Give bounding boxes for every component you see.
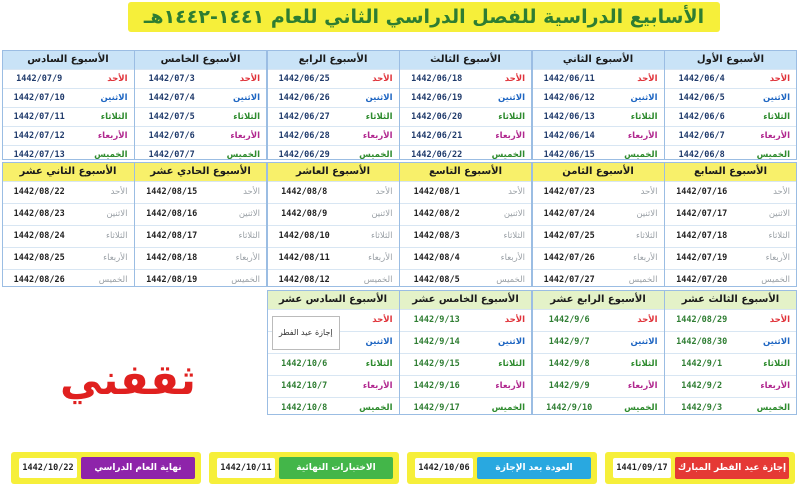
- date-value: 1442/9/7: [548, 337, 590, 347]
- date-value: 1442/06/5: [678, 93, 725, 103]
- day-row: [400, 225, 531, 247]
- date-value: 1442/06/6: [678, 112, 725, 122]
- day-label: الأربعاء: [103, 253, 128, 263]
- date-value: 1442/08/4: [413, 253, 460, 263]
- day-row: [400, 269, 531, 291]
- day-row: [3, 181, 134, 203]
- week-title: الأسبوع التاسع: [400, 163, 531, 181]
- event-date: 1442/10/11: [217, 458, 275, 478]
- day-row: [268, 353, 399, 375]
- date-value: 1442/08/9: [281, 209, 328, 219]
- date-value: 1442/06/7: [678, 131, 725, 141]
- week-title: الأسبوع السابع: [665, 163, 796, 181]
- day-row: [533, 331, 664, 353]
- day-label: الأحد: [372, 315, 393, 325]
- day-row: [533, 69, 664, 88]
- day-row: [135, 88, 266, 107]
- week-title: الأسبوع الرابع: [268, 51, 399, 69]
- day-label: الأربعاء: [362, 381, 393, 391]
- date-value: 1442/06/11: [543, 74, 595, 84]
- day-row: [268, 203, 399, 225]
- day-label: الأحد: [769, 74, 790, 84]
- day-row: [533, 181, 664, 203]
- week-title: الأسبوع الثاني عشر: [3, 163, 134, 181]
- day-label: الاثنين: [503, 209, 525, 219]
- date-value: 1442/07/20: [676, 275, 728, 285]
- date-value: 1442/08/12: [278, 275, 330, 285]
- week-card: [134, 162, 267, 287]
- footer-event-card: [407, 452, 597, 484]
- date-value: 1442/06/27: [278, 112, 330, 122]
- day-label: الأربعاء: [760, 381, 790, 391]
- date-value: 1442/07/10: [13, 93, 65, 103]
- date-value: 1442/07/17: [676, 209, 728, 219]
- day-label: الاثنين: [636, 209, 658, 219]
- date-value: 1442/06/14: [543, 131, 595, 141]
- day-row: [665, 225, 796, 247]
- day-label: الثلاثاء: [105, 231, 128, 241]
- day-label: الأربعاء: [495, 381, 525, 391]
- footer-event-card: [11, 452, 201, 484]
- day-row: [533, 309, 664, 331]
- date-value: 1442/07/11: [13, 112, 65, 122]
- day-row: [400, 181, 531, 203]
- event-date: 1442/10/06: [415, 458, 473, 478]
- day-row: [665, 309, 796, 331]
- week-title: الأسبوع الثالث عشر: [665, 291, 796, 309]
- day-row: [400, 331, 531, 353]
- day-row: [268, 126, 399, 145]
- day-row: [135, 181, 266, 203]
- day-label: الاثنين: [630, 93, 658, 103]
- day-row: [665, 69, 796, 88]
- day-row: [268, 397, 399, 419]
- day-label: الاثنين: [762, 337, 790, 347]
- day-row: [400, 126, 531, 145]
- week-title: الأسبوع الأول: [665, 51, 796, 69]
- week-card: [2, 162, 135, 287]
- day-label: الاثنين: [630, 337, 658, 347]
- day-label: الثلاثاء: [498, 112, 525, 122]
- week-title: الأسبوع الثامن: [533, 163, 664, 181]
- date-value: 1442/08/25: [13, 253, 65, 263]
- week-title: الأسبوع السادس عشر: [268, 291, 399, 309]
- day-row: [665, 247, 796, 269]
- day-row: [400, 397, 531, 419]
- day-label: الأحد: [504, 74, 525, 84]
- date-value: 1442/07/6: [148, 131, 195, 141]
- date-value: 1442/08/24: [13, 231, 65, 241]
- date-value: 1442/07/16: [676, 187, 728, 197]
- week-card: [664, 50, 797, 160]
- date-value: 1442/07/19: [676, 253, 728, 263]
- date-value: 1442/9/14: [413, 337, 460, 347]
- day-label: الأحد: [504, 315, 525, 325]
- day-row: [135, 69, 266, 88]
- day-label: الثلاثاء: [238, 231, 260, 241]
- date-value: 1442/06/18: [411, 74, 463, 84]
- date-value: 1442/08/29: [676, 315, 728, 325]
- day-row: [3, 126, 134, 145]
- day-row: [400, 247, 531, 269]
- day-row: [3, 247, 134, 269]
- date-value: 1442/06/25: [278, 74, 330, 84]
- day-row: [400, 375, 531, 397]
- day-row: [400, 69, 531, 88]
- day-label: الأربعاء: [368, 253, 393, 263]
- day-row: [135, 269, 266, 291]
- date-value: 1442/9/15: [413, 359, 460, 369]
- date-value: 1442/06/19: [411, 93, 463, 103]
- day-row: [3, 69, 134, 88]
- day-label: الاثنين: [106, 209, 128, 219]
- event-label: الاختبارات النهائية: [279, 457, 393, 479]
- day-row: [665, 88, 796, 107]
- day-row: [533, 353, 664, 375]
- week-card: [2, 50, 135, 160]
- day-label: الخميس: [756, 403, 790, 413]
- day-label: الأحد: [769, 315, 790, 325]
- day-row: [533, 107, 664, 126]
- date-value: 1442/06/12: [543, 93, 595, 103]
- event-date: 1441/09/17: [613, 458, 671, 478]
- day-row: [3, 203, 134, 225]
- day-row: [665, 331, 796, 353]
- day-label: الأحد: [243, 187, 260, 197]
- day-row: [400, 203, 531, 225]
- day-row: [268, 88, 399, 107]
- week-title: الأسبوع الخامس عشر: [400, 291, 531, 309]
- day-row: [665, 353, 796, 375]
- date-value: 1442/08/30: [676, 337, 728, 347]
- day-label: الخميس: [363, 275, 393, 285]
- day-row: [665, 397, 796, 419]
- day-label: الأحد: [107, 74, 128, 84]
- day-label: الأربعاء: [627, 131, 658, 141]
- date-value: 1442/10/8: [281, 403, 328, 413]
- date-value: 1442/08/23: [13, 209, 65, 219]
- day-label: الخميس: [761, 275, 790, 285]
- date-value: 1442/08/2: [413, 209, 460, 219]
- date-value: 1442/06/29: [278, 150, 330, 160]
- day-label: الثلاثاء: [630, 112, 658, 122]
- date-value: 1442/10/6: [281, 359, 328, 369]
- day-label: الخميس: [491, 403, 525, 413]
- event-label: نهاية العام الدراسي: [81, 457, 195, 479]
- footer-event-card: [209, 452, 399, 484]
- day-row: [665, 269, 796, 291]
- day-label: الأحد: [375, 187, 393, 197]
- day-label: الأربعاء: [362, 131, 393, 141]
- date-value: 1442/06/15: [543, 150, 595, 160]
- day-row: [268, 107, 399, 126]
- date-value: 1442/06/28: [278, 131, 330, 141]
- date-value: 1442/08/5: [413, 275, 460, 285]
- date-value: 1442/9/9: [548, 381, 590, 391]
- week-card: [399, 162, 532, 287]
- day-label: الأربعاء: [627, 381, 658, 391]
- date-value: 1442/9/10: [546, 403, 593, 413]
- day-row: [268, 269, 399, 291]
- date-value: 1442/07/3: [148, 74, 195, 84]
- day-label: الخميس: [359, 403, 393, 413]
- date-value: 1442/07/13: [13, 150, 65, 160]
- day-row: [3, 107, 134, 126]
- date-value: 1442/07/23: [543, 187, 595, 197]
- date-value: 1442/08/1: [413, 187, 460, 197]
- day-row: [268, 375, 399, 397]
- week-card: [267, 162, 400, 287]
- day-label: الأحد: [110, 187, 128, 197]
- day-row: [533, 225, 664, 247]
- day-label: الاثنين: [232, 93, 260, 103]
- day-label: الاثنين: [238, 209, 260, 219]
- week-title: الأسبوع الرابع عشر: [533, 291, 664, 309]
- day-label: الخميس: [98, 275, 128, 285]
- day-row: [665, 375, 796, 397]
- day-row: [268, 247, 399, 269]
- day-label: الاثنين: [365, 337, 393, 347]
- week-card: [532, 162, 665, 287]
- day-row: [135, 203, 266, 225]
- date-value: 1442/08/19: [146, 275, 198, 285]
- day-label: الاثنين: [100, 93, 128, 103]
- day-label: الأحد: [637, 315, 658, 325]
- day-row: [533, 397, 664, 419]
- day-row: [533, 126, 664, 145]
- day-row: [400, 353, 531, 375]
- day-label: الاثنين: [497, 337, 525, 347]
- day-label: الاثنين: [497, 93, 525, 103]
- day-label: الخميس: [359, 150, 393, 160]
- date-value: 1442/07/25: [543, 231, 595, 241]
- day-row: [400, 107, 531, 126]
- date-value: 1442/07/26: [543, 253, 595, 263]
- day-row: [3, 269, 134, 291]
- date-value: 1442/06/26: [278, 93, 330, 103]
- week-title: الأسبوع الثاني: [533, 51, 664, 69]
- date-value: 1442/9/17: [413, 403, 460, 413]
- day-row: [400, 309, 531, 331]
- date-value: 1442/06/20: [411, 112, 463, 122]
- week-card: [532, 50, 665, 160]
- week-card: [399, 290, 532, 415]
- date-value: 1442/08/8: [281, 187, 328, 197]
- week-title: الأسبوع العاشر: [268, 163, 399, 181]
- day-row: [400, 88, 531, 107]
- day-label: الأحد: [372, 74, 393, 84]
- week-card: [532, 290, 665, 415]
- day-label: الثلاثاء: [763, 359, 790, 369]
- day-row: [533, 203, 664, 225]
- day-label: الأحد: [637, 74, 658, 84]
- date-value: 1442/06/21: [411, 131, 463, 141]
- day-label: الخميس: [496, 275, 525, 285]
- date-value: 1442/08/15: [146, 187, 198, 197]
- date-value: 1442/9/8: [548, 359, 590, 369]
- day-row: [3, 88, 134, 107]
- day-row: [533, 375, 664, 397]
- event-label: العودة بعد الإجازة: [477, 457, 591, 479]
- day-row: [3, 225, 134, 247]
- day-row: [665, 126, 796, 145]
- week-card: [267, 290, 400, 415]
- date-value: 1442/06/22: [411, 150, 463, 160]
- week-card: [134, 50, 267, 160]
- day-label: الأربعاء: [97, 131, 128, 141]
- date-value: 1442/10/7: [281, 381, 328, 391]
- week-title: الأسبوع الخامس: [135, 51, 266, 69]
- week-title: الأسبوع الثالث: [400, 51, 531, 69]
- day-label: الأربعاء: [765, 253, 790, 263]
- day-label: الاثنين: [371, 209, 393, 219]
- day-label: الثلاثاء: [365, 112, 393, 122]
- date-value: 1442/08/26: [13, 275, 65, 285]
- day-label: الخميس: [756, 150, 790, 160]
- date-value: 1442/07/12: [13, 131, 65, 141]
- event-date: 1442/10/22: [19, 458, 77, 478]
- day-label: الثلاثاء: [498, 359, 525, 369]
- date-value: 1442/9/13: [413, 315, 460, 325]
- day-label: الثلاثاء: [630, 359, 658, 369]
- day-label: الأحد: [508, 187, 525, 197]
- day-label: الأربعاء: [495, 131, 525, 141]
- date-value: 1442/9/16: [413, 381, 460, 391]
- date-value: 1442/08/3: [413, 231, 460, 241]
- day-label: الأحد: [773, 187, 790, 197]
- day-label: الخميس: [226, 150, 260, 160]
- day-label: الأربعاء: [500, 253, 525, 263]
- day-row: [533, 88, 664, 107]
- footer-event-card: [605, 452, 795, 484]
- day-row: [268, 181, 399, 203]
- day-label: الثلاثاء: [100, 112, 128, 122]
- day-label: الخميس: [624, 403, 658, 413]
- day-row: [665, 203, 796, 225]
- day-row: [665, 107, 796, 126]
- date-value: 1442/08/17: [146, 231, 198, 241]
- day-row: [135, 225, 266, 247]
- week-card: [267, 50, 400, 160]
- date-value: 1442/9/6: [548, 315, 590, 325]
- date-value: 1442/06/13: [543, 112, 595, 122]
- event-label: إجازة عيد الفطر المبارك: [675, 457, 789, 479]
- day-label: الثلاثاء: [370, 231, 393, 241]
- day-label: الأربعاء: [633, 253, 658, 263]
- day-row: [533, 247, 664, 269]
- date-value: 1442/08/22: [13, 187, 65, 197]
- day-label: الثلاثاء: [635, 231, 658, 241]
- day-label: الثلاثاء: [768, 231, 790, 241]
- day-row: [135, 247, 266, 269]
- date-value: 1442/07/24: [543, 209, 595, 219]
- date-value: 1442/08/11: [278, 253, 330, 263]
- date-value: 1442/07/7: [148, 150, 195, 160]
- day-label: الأربعاء: [235, 253, 260, 263]
- date-value: 1442/06/4: [678, 74, 725, 84]
- day-label: الثلاثاء: [233, 112, 260, 122]
- day-label: الخميس: [624, 150, 658, 160]
- date-value: 1442/9/2: [681, 381, 723, 391]
- day-label: الثلاثاء: [763, 112, 790, 122]
- date-value: 1442/08/18: [146, 253, 198, 263]
- watermark-text: ثقفني: [60, 355, 196, 404]
- day-label: الأحد: [640, 187, 658, 197]
- day-label: الثلاثاء: [503, 231, 525, 241]
- date-value: 1442/07/9: [16, 74, 63, 84]
- week-card: [664, 290, 797, 415]
- day-row: [268, 225, 399, 247]
- date-value: 1442/07/18: [676, 231, 728, 241]
- date-value: 1442/06/8: [678, 150, 725, 160]
- day-label: الخميس: [94, 150, 128, 160]
- day-row: [665, 181, 796, 203]
- day-label: الخميس: [628, 275, 658, 285]
- week-card: [399, 50, 532, 160]
- holiday-note: إجازة عيد الفطر: [272, 316, 341, 350]
- day-label: الخميس: [491, 150, 525, 160]
- day-label: الأحد: [239, 74, 260, 84]
- week-card: [664, 162, 797, 287]
- date-value: 1442/07/5: [148, 112, 195, 122]
- day-label: الأربعاء: [760, 131, 790, 141]
- date-value: 1442/07/27: [543, 275, 595, 285]
- week-title: الأسبوع السادس: [3, 51, 134, 69]
- day-row: [135, 126, 266, 145]
- day-label: الخميس: [231, 275, 260, 285]
- page-title: الأسابيع الدراسية للفصل الدراسي الثاني للعام ١٤٤١-١٤٤٢هـ: [128, 2, 720, 32]
- day-label: الثلاثاء: [365, 359, 393, 369]
- date-value: 1442/9/1: [681, 359, 723, 369]
- day-row: [135, 107, 266, 126]
- week-title: الأسبوع الحادي عشر: [135, 163, 266, 181]
- date-value: 1442/08/16: [146, 209, 198, 219]
- day-label: الاثنين: [365, 93, 393, 103]
- day-row: [268, 69, 399, 88]
- day-label: الاثنين: [762, 93, 790, 103]
- day-row: [533, 269, 664, 291]
- date-value: 1442/08/10: [278, 231, 330, 241]
- date-value: 1442/9/3: [681, 403, 723, 413]
- date-value: 1442/07/4: [148, 93, 195, 103]
- day-label: الاثنين: [768, 209, 790, 219]
- day-label: الأربعاء: [230, 131, 260, 141]
